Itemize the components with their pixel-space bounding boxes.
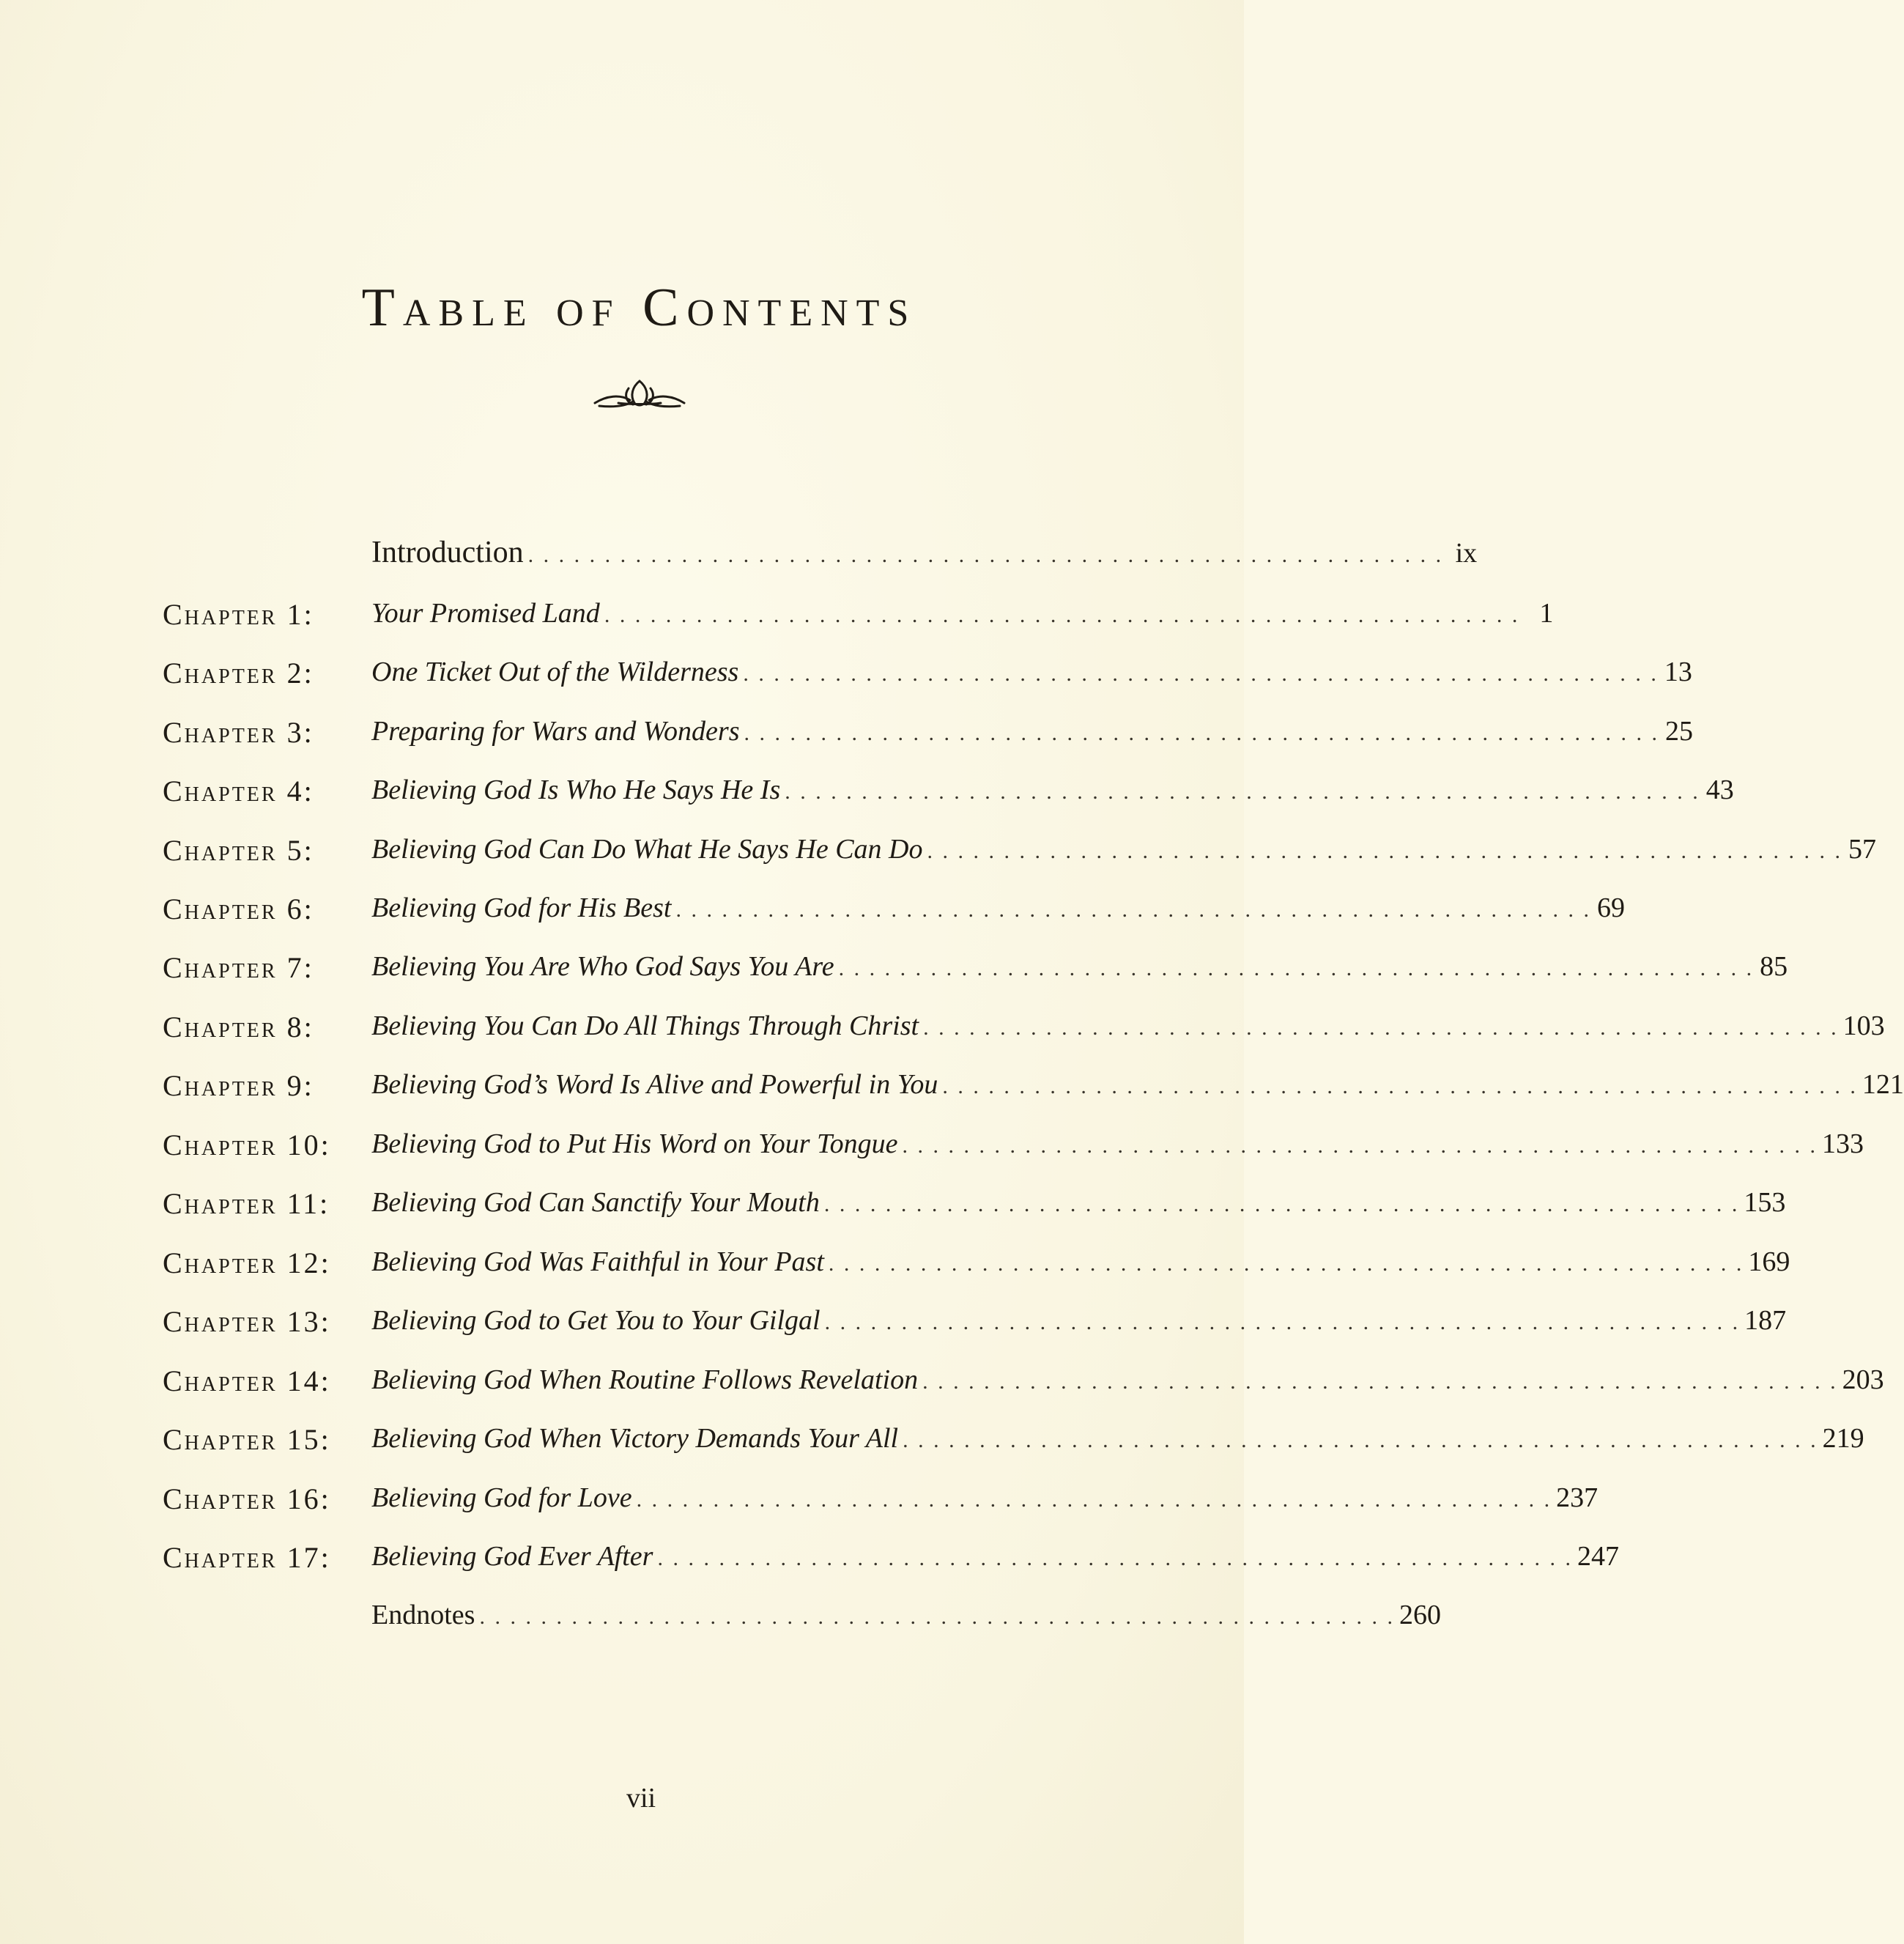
toc-entry-line [371, 1364, 1884, 1396]
toc-entry-line [371, 1422, 1864, 1455]
entry-title: Believing God for His Best [371, 892, 672, 923]
entry-title: One Ticket Out of the Wilderness [371, 657, 739, 687]
entry-title: Believing You Are Who God Says You Are [371, 951, 834, 982]
toc-entry [0, 1010, 1885, 1054]
entry-title: Believing God to Get You to Your Gilgal [371, 1305, 821, 1336]
entry-title: Believing God Was Faithful in Your Past [371, 1246, 824, 1277]
toc-entry [0, 597, 1554, 641]
toc-entry [0, 1540, 1619, 1584]
dot-leader: . . . . . . . . . . . . . . . . . . . . . . . . . . . . . . . . . . . . . . . . . . . . . . . . . . . . . . . . . . . . [785, 780, 1700, 804]
toc-entry [0, 1599, 1441, 1643]
dot-leader: . . . . . . . . . . . . . . . . . . . . . . . . . . . . . . . . . . . . . . . . . . . . . . . . . . . . . . . . . . . . [744, 721, 1659, 745]
toc-entry-line [371, 774, 1734, 806]
dot-leader: . . . . . . . . . . . . . . . . . . . . . . . . . . . . . . . . . . . . . . . . . . . . . . . . . . . . . . . . . . . . [604, 603, 1520, 627]
dot-leader: . . . . . . . . . . . . . . . . . . . . . . . . . . . . . . . . . . . . . . . . . . . . . . . . . . . . . . . . . . . . [636, 1487, 1552, 1512]
entry-page-number: 85 [1760, 951, 1788, 982]
dot-leader: . . . . . . . . . . . . . . . . . . . . . . . . . . . . . . . . . . . . . . . . . . . . . . . . . . . . . . . . . . . . [927, 839, 1842, 863]
entry-page-number: 153 [1744, 1187, 1786, 1218]
entry-page-number: 1 [1539, 598, 1554, 629]
toc-entry-line [371, 1304, 1787, 1337]
entry-title: Preparing for Wars and Wonders [371, 716, 740, 747]
entry-page-number: 25 [1665, 716, 1693, 747]
toc-entry [0, 1304, 1787, 1348]
entry-page-number: 13 [1664, 657, 1692, 687]
entry-page-number: 57 [1848, 834, 1876, 865]
toc-entry-line [371, 1482, 1599, 1514]
toc-entry [0, 892, 1625, 936]
toc-entry [0, 1186, 1786, 1230]
entry-page-number: 187 [1744, 1305, 1787, 1336]
entry-title: Believing God for Love [371, 1482, 632, 1513]
dot-leader: . . . . . . . . . . . . . . . . . . . . . . . . . . . . . . . . . . . . . . . . . . . . . . . . . . . . . . . . . . . . [923, 1016, 1839, 1040]
entry-title: Your Promised Land [371, 598, 600, 629]
entry-title: Believing God to Put His Word on Your Tongue [371, 1128, 898, 1159]
entry-page-number: 219 [1822, 1423, 1864, 1454]
toc-entry [0, 1364, 1884, 1408]
chapter-label: Chapter 9: [163, 1069, 314, 1102]
entry-title: Believing God Can Do What He Says He Can Do [371, 834, 923, 865]
entry-page-number: 169 [1748, 1246, 1790, 1277]
entry-page-number: ix [1455, 538, 1478, 569]
toc-entry-line [371, 1186, 1786, 1219]
chapter-label: Chapter 2: [163, 657, 314, 690]
entry-page-number: 260 [1399, 1600, 1441, 1630]
toc-entry [0, 535, 1478, 579]
entry-title: Believing You Can Do All Things Through Christ [371, 1010, 919, 1041]
entry-title: Believing God Can Sanctify Your Mouth [371, 1187, 820, 1218]
chapter-label: Chapter 11: [163, 1187, 330, 1220]
entry-title: Believing God When Victory Demands Your All [371, 1423, 899, 1454]
toc-entry [0, 1068, 1904, 1112]
chapter-label: Chapter 13: [163, 1305, 331, 1338]
entry-title: Believing God’s Word Is Alive and Powerful in You [371, 1069, 938, 1100]
chapter-label: Chapter 14: [163, 1364, 331, 1397]
toc-entry-line [371, 892, 1625, 924]
toc-entry [0, 774, 1734, 818]
entry-page-number: 203 [1842, 1364, 1884, 1395]
chapter-label: Chapter 12: [163, 1246, 331, 1279]
toc-entry-line [371, 597, 1554, 629]
toc-entry-line [371, 1540, 1619, 1572]
dot-leader: . . . . . . . . . . . . . . . . . . . . . . . . . . . . . . . . . . . . . . . . . . . . . . . . . . . . . . . . . . . . [527, 543, 1444, 567]
toc-entry [0, 715, 1693, 759]
page-title: Table of Contents [361, 277, 917, 338]
page-number: vii [626, 1783, 656, 1814]
toc-entry-line [371, 1246, 1790, 1278]
chapter-label: Chapter 6: [163, 892, 314, 925]
entry-title: Endnotes [371, 1600, 475, 1630]
dot-leader: . . . . . . . . . . . . . . . . . . . . . . . . . . . . . . . . . . . . . . . . . . . . . . . . . . . . . . . . . . . . [743, 662, 1659, 686]
dot-leader: . . . . . . . . . . . . . . . . . . . . . . . . . . . . . . . . . . . . . . . . . . . . . . . . . . . . . . . . . . . . [657, 1546, 1573, 1570]
dot-leader: . . . . . . . . . . . . . . . . . . . . . . . . . . . . . . . . . . . . . . . . . . . . . . . . . . . . . . . . . . . . [903, 1428, 1818, 1452]
toc-entry [0, 1128, 1864, 1172]
chapter-label: Chapter 3: [163, 716, 314, 749]
toc-entry [0, 1422, 1864, 1466]
toc-entry-line [371, 656, 1692, 688]
entry-page-number: 103 [1842, 1010, 1885, 1041]
chapter-label: Chapter 16: [163, 1482, 331, 1515]
toc-entry-line [371, 950, 1788, 983]
chapter-label: Chapter 5: [163, 834, 314, 867]
toc-entry [0, 656, 1692, 700]
chapter-label: Chapter 17: [163, 1541, 331, 1574]
entry-title: Introduction [371, 536, 524, 569]
dot-leader: . . . . . . . . . . . . . . . . . . . . . . . . . . . . . . . . . . . . . . . . . . . . . . . . . . . . . . . . . . . . [675, 898, 1591, 922]
dot-leader: . . . . . . . . . . . . . . . . . . . . . . . . . . . . . . . . . . . . . . . . . . . . . . . . . . . . . . . . . . . . [824, 1310, 1741, 1334]
entry-page-number: 133 [1822, 1128, 1864, 1159]
toc-entry [0, 950, 1788, 994]
toc-entry [0, 1482, 1599, 1526]
chapter-label: Chapter 7: [163, 951, 314, 984]
toc-entry-line [371, 833, 1876, 865]
dot-leader: . . . . . . . . . . . . . . . . . . . . . . . . . . . . . . . . . . . . . . . . . . . . . . . . . . . . . . . . . . . . [902, 1134, 1818, 1158]
entry-title: Believing God Ever After [371, 1541, 653, 1572]
entry-title: Believing God When Routine Follows Revelation [371, 1364, 919, 1395]
chapter-label: Chapter 8: [163, 1010, 314, 1043]
dot-leader: . . . . . . . . . . . . . . . . . . . . . . . . . . . . . . . . . . . . . . . . . . . . . . . . . . . . . . . . . . . . [828, 1252, 1744, 1276]
chapter-label: Chapter 15: [163, 1423, 331, 1456]
dot-leader: . . . . . . . . . . . . . . . . . . . . . . . . . . . . . . . . . . . . . . . . . . . . . . . . . . . . . . . . . . . . [823, 1192, 1740, 1216]
dot-leader: . . . . . . . . . . . . . . . . . . . . . . . . . . . . . . . . . . . . . . . . . . . . . . . . . . . . . . . . . . . . [838, 956, 1755, 980]
toc-entry-line [371, 1010, 1885, 1042]
lotus-flourish-icon [592, 374, 687, 412]
entry-page-number: 247 [1577, 1541, 1619, 1572]
entry-title: Believing God Is Who He Says He Is [371, 775, 781, 805]
dot-leader: . . . . . . . . . . . . . . . . . . . . . . . . . . . . . . . . . . . . . . . . . . . . . . . . . . . . . . . . . . . . [479, 1605, 1395, 1629]
entry-page-number: 121 [1862, 1069, 1904, 1100]
toc-entry-line [371, 535, 1478, 570]
toc-entry-line [371, 1128, 1864, 1160]
dot-leader: . . . . . . . . . . . . . . . . . . . . . . . . . . . . . . . . . . . . . . . . . . . . . . . . . . . . . . . . . . . . [942, 1074, 1858, 1098]
toc-entry-line [371, 715, 1693, 747]
toc-entry [0, 1246, 1790, 1290]
dot-leader: . . . . . . . . . . . . . . . . . . . . . . . . . . . . . . . . . . . . . . . . . . . . . . . . . . . . . . . . . . . . [922, 1370, 1838, 1394]
chapter-label: Chapter 10: [163, 1128, 331, 1161]
chapter-label: Chapter 4: [163, 775, 314, 807]
entry-page-number: 237 [1556, 1482, 1599, 1513]
entry-page-number: 69 [1596, 892, 1625, 923]
toc-entry-line [371, 1599, 1441, 1631]
toc-entry-line [371, 1068, 1904, 1101]
entry-page-number: 43 [1705, 775, 1734, 805]
chapter-label: Chapter 1: [163, 598, 314, 631]
toc-entry [0, 833, 1876, 877]
